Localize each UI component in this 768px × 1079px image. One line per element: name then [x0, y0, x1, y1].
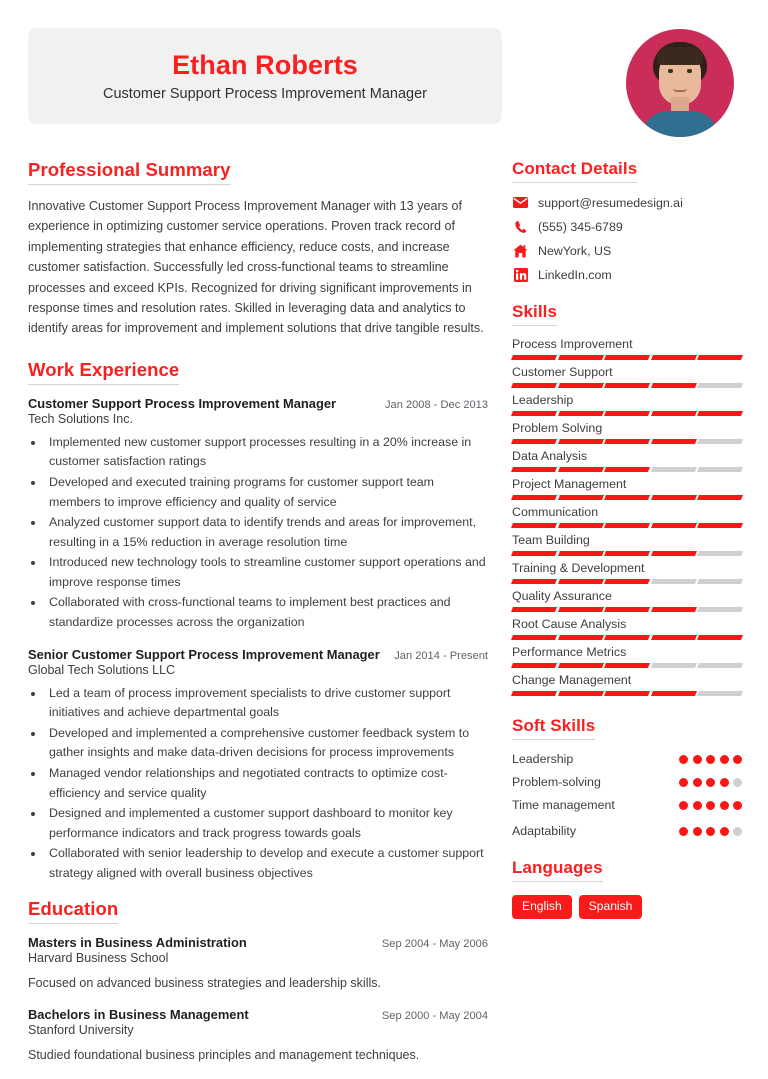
resume-columns — [0, 159, 768, 1079]
soft-skill-rating-dot — [733, 755, 742, 764]
education-date: Sep 2004 - May 2006 — [381, 937, 488, 950]
soft-skill-rating-dot — [733, 827, 742, 836]
skill-rating-segment — [558, 411, 604, 416]
skill-rating-segment — [604, 439, 650, 444]
contact-value: NewYork, US — [538, 243, 612, 258]
skill-label: Customer Support — [512, 365, 613, 379]
skill-rating-segment — [651, 495, 697, 500]
soft-skill-rating-dot — [706, 801, 715, 810]
skill-rating-bar — [512, 691, 742, 696]
list-item: • Managed vendor relationships and negotiated contracts to optimize cost-efficiency and service quality — [45, 764, 488, 803]
skill-rating-bar — [512, 383, 742, 388]
skills-list — [512, 337, 742, 696]
skill-label: Leadership — [512, 393, 574, 407]
list-item: • Collaborated with senior leadership to develop and execute a customer support strategy aligned with overall business objectives — [45, 844, 488, 883]
skill-rating-segment — [651, 467, 697, 472]
skill-rating-segment — [651, 355, 697, 360]
skill-rating-segment — [697, 411, 743, 416]
avatar-mouth — [673, 88, 687, 92]
language-chip[interactable]: English — [512, 895, 572, 919]
skill-rating-segment — [651, 607, 697, 612]
contact-row[interactable] — [512, 219, 742, 234]
header-job-title: Customer Support Process Improvement Manager — [103, 86, 427, 103]
section-heading-soft-skills: Soft Skills — [512, 716, 595, 740]
education-degree: Bachelors in Business Management — [28, 1006, 249, 1022]
experience-role: Customer Support Process Improvement Manager — [28, 395, 337, 411]
skill-rating-segment — [697, 439, 743, 444]
section-soft-skills — [512, 716, 742, 838]
skill-label: Quality Assurance — [512, 589, 612, 603]
soft-skill-rating-dot — [679, 755, 688, 764]
skill-rating-segment — [604, 663, 650, 668]
skill-rating-segment — [697, 495, 743, 500]
skill-rating-bar — [512, 439, 742, 444]
soft-skill-rating-dots — [671, 801, 742, 810]
avatar-fringe — [657, 47, 703, 65]
skill-item — [512, 645, 742, 668]
soft-skill-row — [512, 752, 742, 766]
skill-rating-segment — [604, 495, 650, 500]
soft-skill-row — [512, 824, 742, 838]
skill-item — [512, 449, 742, 472]
skill-rating-segment — [604, 607, 650, 612]
soft-skill-label: Problem-solving — [512, 775, 601, 789]
section-heading-languages: Languages — [512, 858, 603, 882]
education-entry-head — [28, 935, 488, 950]
experience-entry-head — [28, 647, 488, 662]
soft-skill-rating-dot — [733, 778, 742, 787]
contact-value: (555) 345-6789 — [538, 219, 623, 234]
skill-rating-segment — [558, 551, 604, 556]
skill-item — [512, 505, 742, 528]
soft-skill-label: Leadership — [512, 752, 574, 766]
skill-rating-segment — [651, 579, 697, 584]
skill-rating-segment — [511, 439, 557, 444]
soft-skill-rating-dot — [693, 778, 702, 787]
skill-rating-segment — [651, 411, 697, 416]
soft-skill-rating-dot — [733, 801, 742, 810]
skill-rating-bar — [512, 467, 742, 472]
skill-rating-segment — [651, 691, 697, 696]
avatar — [626, 29, 734, 137]
page-title: Ethan Roberts — [172, 49, 358, 80]
skill-label: Change Management — [512, 673, 632, 687]
skill-label: Root Cause Analysis — [512, 617, 627, 631]
education-note: Studied foundational business principles and management techniques. — [28, 1047, 420, 1062]
soft-skill-rating-dot — [679, 778, 688, 787]
skill-label: Communication — [512, 505, 599, 519]
experience-bullets — [45, 684, 488, 884]
list-item: • Designed and implemented a customer support dashboard to monitor key performance indicators and track progress towards goals — [45, 804, 488, 843]
skill-rating-segment — [558, 495, 604, 500]
skill-rating-segment — [511, 579, 557, 584]
list-item: • Led a team of process improvement specialists to drive customer support initiatives and achieve departmental goals — [45, 684, 488, 723]
skill-rating-segment — [558, 635, 604, 640]
skill-rating-segment — [604, 355, 650, 360]
section-heading-experience: Work Experience — [28, 359, 179, 385]
skill-item — [512, 337, 742, 360]
skill-item — [512, 365, 742, 388]
skill-rating-segment — [558, 355, 604, 360]
section-skills — [512, 302, 742, 696]
avatar-container — [626, 29, 734, 137]
phone-icon — [512, 219, 529, 234]
languages-list — [512, 895, 742, 919]
experience-date: Jan 2014 - Present — [394, 649, 488, 662]
skill-label: Performance Metrics — [512, 645, 627, 659]
skill-rating-segment — [558, 467, 604, 472]
section-professional-summary — [28, 159, 488, 339]
contact-list — [512, 195, 742, 282]
soft-skill-rating-dot — [693, 755, 702, 764]
soft-skill-label: Adaptability — [512, 824, 577, 838]
skill-rating-segment — [558, 579, 604, 584]
skill-rating-segment — [558, 523, 604, 528]
skill-rating-segment — [651, 439, 697, 444]
skill-rating-bar — [512, 551, 742, 556]
experience-entry — [28, 396, 488, 633]
skill-rating-segment — [604, 579, 650, 584]
skill-rating-segment — [604, 523, 650, 528]
side-column — [506, 159, 742, 1079]
contact-value: support@resumedesign.ai — [538, 195, 683, 210]
experience-entry — [28, 647, 488, 884]
skill-rating-bar — [512, 495, 742, 500]
contact-value: LinkedIn.com — [538, 267, 612, 282]
skill-label: Training & Development — [512, 561, 645, 575]
section-heading-skills: Skills — [512, 302, 557, 326]
skill-rating-segment — [651, 635, 697, 640]
name-title-band — [28, 28, 502, 124]
language-chip[interactable]: Spanish — [579, 895, 643, 919]
soft-skill-rating-dot — [679, 801, 688, 810]
education-degree: Masters in Business Administration — [28, 934, 247, 950]
skill-item — [512, 589, 742, 612]
section-work-experience — [28, 359, 488, 884]
skill-rating-bar — [512, 411, 742, 416]
skill-rating-segment — [604, 467, 650, 472]
skill-rating-segment — [697, 663, 743, 668]
skill-rating-segment — [558, 691, 604, 696]
skill-rating-segment — [697, 467, 743, 472]
soft-skill-rating-dot — [720, 778, 729, 787]
list-item: • Implemented new customer support processes resulting in a 20% increase in customer satisfaction ratings — [45, 433, 488, 472]
soft-skill-label: Time management — [512, 798, 615, 812]
list-item: • Developed and executed training programs for customer support team members to improve efficiency and quality of service — [45, 473, 488, 512]
education-date: Sep 2000 - May 2004 — [381, 1009, 488, 1022]
skill-rating-segment — [697, 607, 743, 612]
skill-rating-segment — [558, 663, 604, 668]
skill-rating-segment — [511, 355, 557, 360]
skill-item — [512, 617, 742, 640]
skill-rating-segment — [604, 411, 650, 416]
soft-skill-rating-dots — [671, 778, 742, 787]
skill-item — [512, 533, 742, 556]
skill-rating-segment — [511, 523, 557, 528]
education-entry-head — [28, 1007, 488, 1022]
skill-rating-segment — [697, 355, 743, 360]
soft-skills-list — [512, 752, 742, 838]
skill-rating-bar — [512, 635, 742, 640]
skill-rating-segment — [697, 691, 743, 696]
section-contact-details — [512, 159, 742, 282]
section-heading-summary: Professional Summary — [28, 159, 231, 185]
skill-rating-segment — [651, 551, 697, 556]
skill-rating-segment — [511, 383, 557, 388]
soft-skill-rating-dot — [706, 755, 715, 764]
skill-rating-segment — [697, 523, 743, 528]
section-heading-education: Education — [28, 898, 118, 924]
list-item: • Collaborated with cross-functional teams to implement best practices and standardize processes across the organization — [45, 593, 488, 632]
avatar-eye-right — [687, 69, 692, 73]
experience-role: Senior Customer Support Process Improvement Manager — [28, 646, 380, 662]
skill-rating-bar — [512, 579, 742, 584]
skill-label: Process Improvement — [512, 337, 633, 351]
skill-rating-segment — [651, 663, 697, 668]
education-list — [28, 935, 488, 1066]
avatar-eye-left — [668, 69, 673, 73]
skill-label: Team Building — [512, 533, 590, 547]
education-note: Focused on advanced business strategies and leadership skills. — [28, 975, 381, 990]
envelope-icon — [512, 195, 529, 210]
contact-row[interactable] — [512, 267, 742, 282]
soft-skill-rating-dot — [693, 827, 702, 836]
resume-header — [0, 0, 768, 137]
education-entry — [28, 1007, 488, 1065]
home-icon — [512, 243, 529, 258]
skill-rating-segment — [558, 383, 604, 388]
skill-rating-segment — [558, 439, 604, 444]
avatar-shirt — [642, 111, 718, 137]
skill-item — [512, 421, 742, 444]
soft-skill-rating-dot — [720, 755, 729, 764]
soft-skill-rating-dot — [679, 827, 688, 836]
skill-rating-segment — [511, 411, 557, 416]
skill-rating-segment — [697, 635, 743, 640]
list-item: • Analyzed customer support data to identify trends and areas for improvement, resulting in a 15% reduction in average resolution time — [45, 513, 488, 552]
skill-rating-segment — [511, 635, 557, 640]
skill-label: Problem Solving — [512, 421, 603, 435]
skill-rating-segment — [604, 383, 650, 388]
skill-rating-segment — [558, 607, 604, 612]
experience-list — [28, 396, 488, 884]
skill-rating-segment — [651, 383, 697, 388]
section-education — [28, 898, 488, 1066]
main-column — [28, 159, 506, 1079]
section-languages — [512, 858, 742, 919]
skill-rating-segment — [511, 551, 557, 556]
summary-text: Innovative Customer Support Process Improvement Manager with 13 years of experience in optimizing customer service operations. Proven track record of implementing strategies that enhance efficiency, reduce costs, and increase customer satisfaction. Successfully led cross-functional teams to streamline processes and exceed KPIs. Recognized for driving significant improvements in response times and resolution rates. Skilled in leveraging data and analytics to identify areas for improvement and implement solutions that drive tangible results. — [28, 199, 484, 336]
skill-rating-segment — [697, 579, 743, 584]
soft-skill-rating-dots — [671, 755, 742, 764]
contact-row[interactable] — [512, 195, 742, 210]
section-heading-contact: Contact Details — [512, 159, 637, 183]
skill-item — [512, 561, 742, 584]
skill-rating-segment — [651, 523, 697, 528]
soft-skill-row — [512, 798, 742, 812]
soft-skill-rating-dot — [706, 827, 715, 836]
skill-rating-segment — [511, 495, 557, 500]
experience-organization: Global Tech Solutions LLC — [28, 662, 176, 677]
skill-item — [512, 393, 742, 416]
skill-rating-segment — [511, 607, 557, 612]
skill-label: Project Management — [512, 477, 627, 491]
linkedin-icon — [512, 267, 529, 282]
experience-bullets — [45, 433, 488, 633]
skill-rating-bar — [512, 663, 742, 668]
experience-date: Jan 2008 - Dec 2013 — [385, 398, 488, 411]
skill-rating-segment — [697, 383, 743, 388]
skill-rating-segment — [604, 691, 650, 696]
skill-rating-segment — [697, 551, 743, 556]
education-school: Stanford University — [28, 1022, 134, 1037]
contact-row[interactable] — [512, 243, 742, 258]
education-school: Harvard Business School — [28, 950, 169, 965]
list-item: • Developed and implemented a comprehensive customer feedback system to gather insights and make data-driven decisions for process improvements — [45, 724, 488, 763]
skill-rating-segment — [511, 663, 557, 668]
skill-rating-bar — [512, 607, 742, 612]
skill-rating-segment — [604, 635, 650, 640]
skill-rating-segment — [511, 467, 557, 472]
skill-rating-bar — [512, 523, 742, 528]
soft-skill-rating-dots — [671, 827, 742, 836]
skill-rating-segment — [604, 551, 650, 556]
skill-item — [512, 673, 742, 696]
skill-label: Data Analysis — [512, 449, 588, 463]
soft-skill-rating-dot — [720, 801, 729, 810]
list-item: • Introduced new technology tools to streamline customer support operations and improve response times — [45, 553, 488, 592]
skill-item — [512, 477, 742, 500]
soft-skill-row — [512, 775, 742, 789]
experience-entry-head — [28, 396, 488, 411]
experience-organization: Tech Solutions Inc. — [28, 411, 133, 426]
soft-skill-rating-dot — [706, 778, 715, 787]
soft-skill-rating-dot — [693, 801, 702, 810]
education-entry — [28, 935, 488, 993]
skill-rating-bar — [512, 355, 742, 360]
soft-skill-rating-dot — [720, 827, 729, 836]
skill-rating-segment — [511, 691, 557, 696]
